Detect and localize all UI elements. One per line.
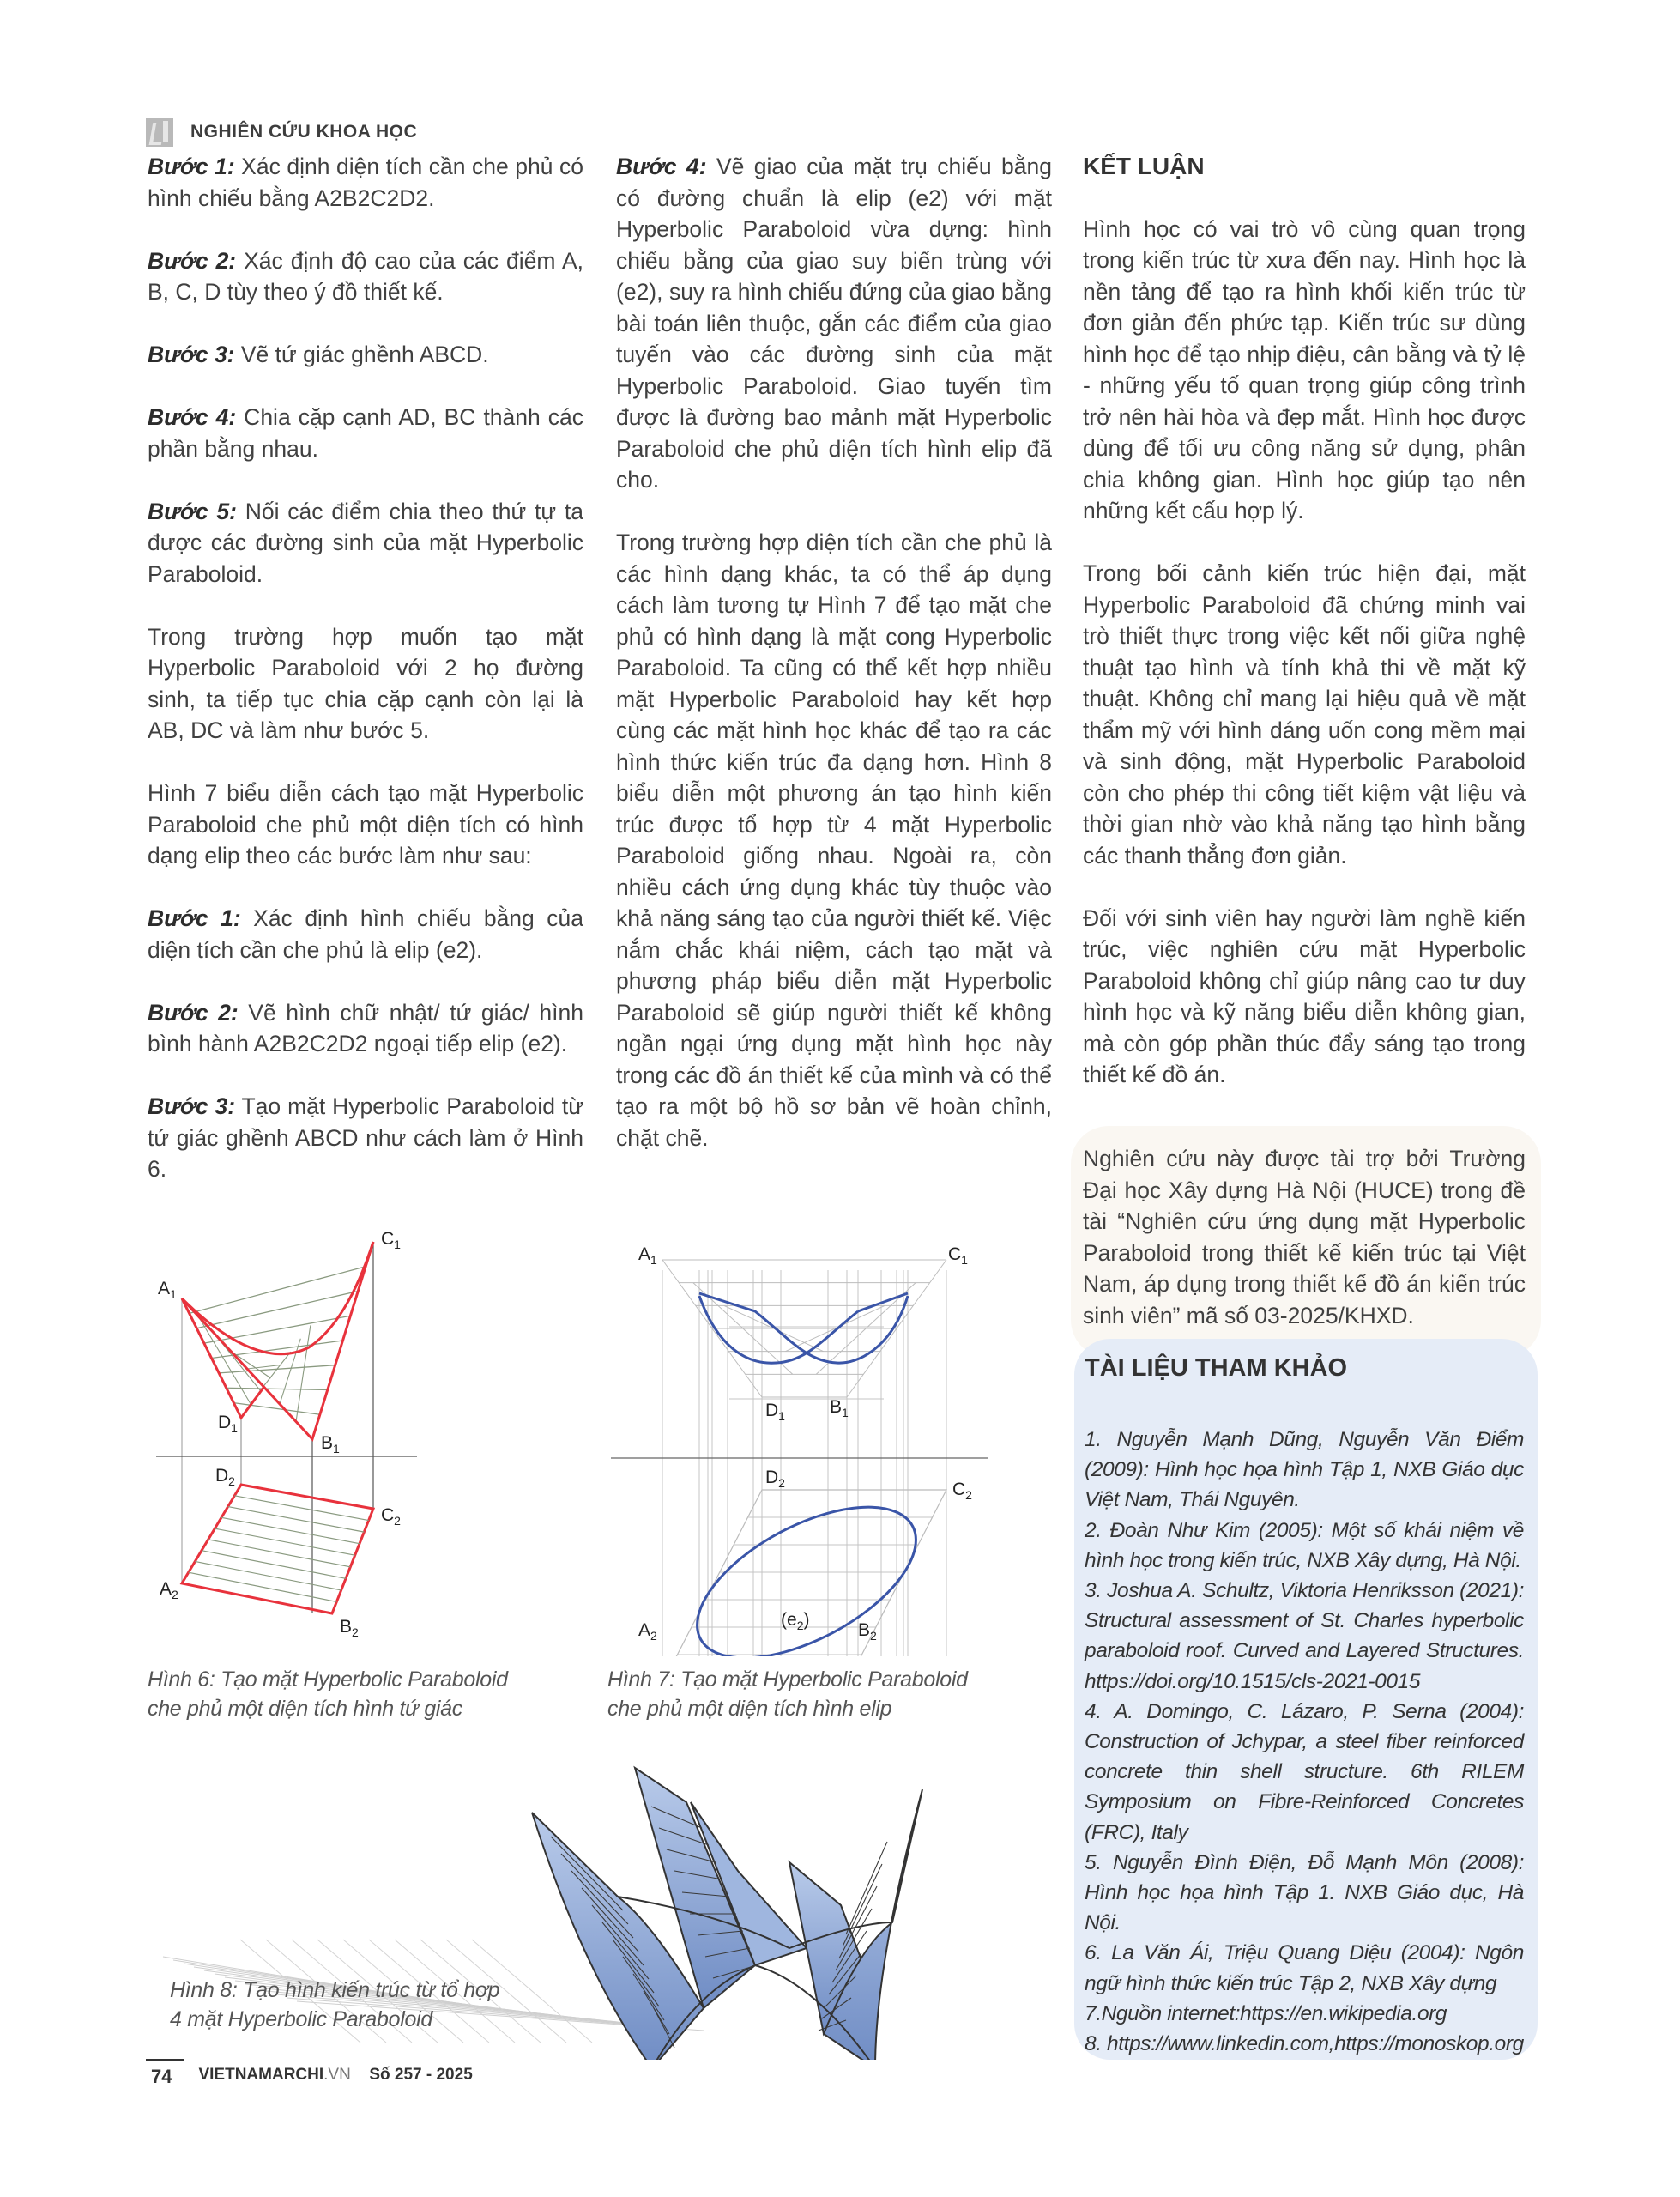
label-B2: $B_2$	[858, 1620, 877, 1643]
construction-line	[202, 1551, 346, 1579]
step-quad-2: Bước 2: Xác định độ cao của các điểm A, B, C, D tùy theo ý đồ thiết kế.	[148, 247, 583, 305]
funding-text: Nghiên cứu này được tài trợ bởi Trường Đại học Xây dựng Hà Nội (HUCE) trong đề tài “Nghiên cứu ứng dụng mặt Hyperbolic Paraboloid trong thiết kế kiến trúc tại Việt Nam, áp dụng trong thiết kế đồ án kiến trúc sinh viên” mã số 03-2025/KHXD.	[1083, 1146, 1526, 1328]
construction-line	[221, 1517, 360, 1543]
label-C2: $C_2$	[381, 1505, 401, 1528]
construction-line	[189, 1572, 337, 1601]
site-name: VIETNAMARCHI	[198, 2066, 324, 2084]
references-list	[1085, 1425, 1524, 2059]
figure-7-diagram	[601, 1210, 1064, 1656]
step-ellipse-2: Bước 2: Vẽ hình chữ nhật/ tứ giác/ hình bình hành A2B2C2D2 ngoại tiếp elip (e2).	[148, 999, 583, 1056]
column-3	[1083, 151, 1526, 1122]
reference-item: 7.Nguồn internet:https://en.wikipedia.org	[1085, 2001, 1447, 2025]
label-D2: $D_2$	[765, 1468, 785, 1490]
fig7-intersection-curve	[858, 1293, 908, 1311]
reference-item: 4. A. Domingo, C. Lázaro, P. Serna (2004): Construction of Jchypar, a steel fiber reinforced concrete thin shell structure. 6th RILEM Symposium on Fibre-Reinforced Concretes (FRC), Italy	[1085, 1699, 1524, 1844]
construction-line	[212, 1341, 343, 1359]
construction-line	[228, 1507, 365, 1533]
paragraph-fig7-intro: Hình 7 biểu diễn cách tạo mặt Hyperbolic Paraboloid che phủ một diện tích có hình dạng elip theo các bước làm như sau:	[148, 780, 583, 869]
reference-item: 2. Đoàn Như Kim (2005): Một số khái niệm về hình học trong kiến trúc, NXB Xây dựng, Hà Nội.	[1085, 1518, 1524, 1572]
step-quad-4: Bước 4: Chia cặp cạnh AD, BC thành các phần bằng nhau.	[148, 404, 584, 462]
construction-line	[296, 1325, 311, 1421]
construction-line	[190, 1267, 366, 1314]
funding-box	[1071, 1126, 1541, 1358]
label-D1: $D_1$	[765, 1401, 785, 1423]
figure-7-bottom-labels	[601, 1613, 1064, 1665]
label-A1: $A_1$	[638, 1244, 657, 1267]
step-quad-1: Bước 1: Xác định diện tích cần che phủ có hình chiếu bằng A2B2C2D2.	[148, 154, 584, 211]
label-D1: $D_1$	[218, 1413, 238, 1435]
construction-line	[843, 1864, 882, 1946]
label-e2: $(e_2)$	[781, 1610, 810, 1632]
step-ellipse-4: Bước 4: Vẽ giao của mặt trụ chiếu bằng có đường chuẩn là elip (e2) với mặt Hyperbolic Paraboloid vừa dựng: hình chiếu bằng của giao suy biến trùng với (e2), suy ra hình chiếu đứng của giao bằng bài toán liên thuộc, gắn các điểm của giao tuyến vào các đường sinh của mặt Hyperbolic Paraboloid. Giao tuyến tìm được là đường bao mảnh mặt Hyperbolic Paraboloid che phủ diện tích hình elip đã cho.	[616, 154, 1053, 493]
page-number: 74	[146, 2059, 184, 2091]
reference-item: 1. Nguyễn Mạnh Dũng, Nguyễn Văn Điểm (2009): Hình học họa hình Tập 1, NXB Giáo dục Việt Nam, Thái Nguyên.	[1085, 1428, 1524, 1512]
construction-line	[195, 1561, 341, 1589]
label-A1: $A_1$	[158, 1279, 177, 1301]
construction-line	[208, 1540, 351, 1567]
reference-item: 8. https://www.linkedin.com,https://monoskop.org	[1085, 2032, 1524, 2056]
footer-separator	[360, 2061, 361, 2089]
paragraph-two-families: Trong trường hợp muốn tạo mặt Hyperbolic Paraboloid với 2 họ đường sinh, ta tiếp tục chia cặp cạnh còn lại là AB, DC và làm như bước 5.	[148, 623, 583, 743]
figure-8-caption-text: Hình 8: Tạo hình kiến trúc từ tổ hợp 4 mặt Hyperbolic Paraboloid	[170, 1978, 500, 2031]
step-quad-5: Bước 5: Nối các điểm chia theo thứ tự ta được các đường sinh của mặt Hyperbolic Paraboloid.	[148, 498, 583, 587]
references-heading: TÀI LIỆU THAM KHẢO	[1085, 1354, 1348, 1382]
construction-line	[234, 1496, 368, 1521]
label-B1: $B_1$	[830, 1397, 849, 1419]
conclusion-paragraph-1: Hình học có vai trò vô cùng quan trọng trong kiến trúc từ xưa đến nay. Hình học là nền tảng để tạo ra hình khối kiến trúc từ đơn giản đến phức tạp. Kiến trúc sư dùng hình học để tạo nhịp điệu, cân bằng và tỷ lệ - những yếu tố quan trọng giúp công trình trở nên hài hòa và đẹp mắt. Hình học được dùng để tối ưu công năng sử dụng, phân chia không gian. Hình học giúp tạo nên những kết cấu hợp lý.	[1083, 215, 1526, 524]
step-quad-3: Bước 3: Vẽ tứ giác ghềnh ABCD.	[148, 342, 489, 367]
label-C1: $C_1$	[381, 1229, 401, 1251]
fig6-edge	[182, 1298, 263, 1418]
label-D2: $D_2$	[215, 1466, 235, 1488]
column-1	[148, 151, 583, 1216]
magazine-logo-icon	[146, 118, 173, 147]
figure-6-caption: Hình 6: Tạo mặt Hyperbolic Paraboloid che phủ một diện tích hình tứ giác	[148, 1667, 508, 1721]
conclusion-heading: KẾT LUẬN	[1083, 153, 1205, 179]
site-tld: .VN	[323, 2066, 351, 2084]
construction-line	[198, 1316, 251, 1405]
page-header	[146, 117, 417, 148]
page-footer	[146, 2058, 473, 2092]
label-B2: $B_2$	[340, 1617, 359, 1639]
conclusion-paragraph-3: Đối với sinh viên hay người làm nghề kiến trúc, việc nghiên cứu mặt Hyperbolic Paraboloid không chỉ giúp nâng cao tư duy hình học và kỹ năng biểu diễn không gian, mà còn góp phần thúc đẩy sáng tạo trong thiết kế đồ án.	[1083, 905, 1526, 1087]
figure-6-diagram	[137, 1210, 601, 1656]
label-A2: $A_2$	[160, 1579, 178, 1601]
label-C2: $C_2$	[952, 1480, 972, 1502]
column-2	[616, 151, 1052, 1185]
references-box	[1074, 1339, 1538, 2060]
fig6-ruling-lines	[190, 1267, 366, 1422]
conclusion-paragraph-2: Trong bối cảnh kiến trúc hiện đại, mặt Hyperbolic Paraboloid đã chứng minh vai trò thiết thực trong việc kết nối giữa nghệ thuật tạo hình và tính khả thi về mặt kỹ thuật. Không chỉ mang lại hiệu quả về mặt thẩm mỹ với hình dáng uốn cong mềm mại và sinh động, mặt Hyperbolic Paraboloid còn cho phép thi công tiết kiệm vật liệu và thời gian nhờ vào khả năng tạo hình bằng các thanh thẳng đơn giản.	[1083, 560, 1526, 869]
issue-number: Số 257 - 2025	[369, 2066, 473, 2084]
reference-item: 3. Joshua A. Schultz, Viktoria Henriksson (2021): Structural assessment of St. Charles hyperbolic paraboloid roof. Curved and Layered Structures. https://doi.org/10.1515/cls-2021-0015	[1085, 1579, 1524, 1693]
step-ellipse-1: Bước 1: Xác định hình chiếu bằng của diện tích cần che phủ là elip (e2).	[148, 905, 584, 963]
label-C1: $C_1$	[948, 1244, 968, 1267]
construction-line	[215, 1528, 354, 1555]
construction-line	[846, 1842, 887, 1934]
fig6-edge	[182, 1242, 373, 1439]
figure-7-caption: Hình 7: Tạo mặt Hyperbolic Paraboloid che phủ một diện tích hình elip	[607, 1667, 968, 1721]
reference-item: 5. Nguyễn Đình Điện, Đỗ Mạnh Môn (2008): Hình học họa hình Tập 1. NXB Giáo dục, Hà Nội.	[1085, 1850, 1524, 1935]
section-title: NGHIÊN CỨU KHOA HỌC	[190, 122, 418, 142]
paragraph-other-shapes: Trong trường hợp diện tích cần che phủ là các hình dạng khác, ta có thể áp dụng cách làm tương tự Hình 7 để tạo mặt che phủ có hình dạng là mặt cong Hyperbolic Paraboloid. Ta cũng có thể kết hợp nhiều mặt Hyperbolic Paraboloid hay kết hợp cùng các mặt hình học khác để tạo ra các hình thức kiến trúc đa dạng hơn. Hình 8 biểu diễn một phương án tạo hình kiến trúc được tổ hợp từ 4 mặt Hyperbolic Paraboloid giống nhau. Ngoài ra, còn nhiều cách ứng dụng khác tùy thuộc vào khả năng sáng tạo của người thiết kế. Việc nắm chắc khái niệm, cách tạo mặt và phương pháp biểu diễn mặt Hyperbolic Paraboloid sẽ giúp người thiết kế không ngần ngại ứng dụng mặt hình học này trong các đồ án thiết kế của mình và có thể tạo ra một bộ hồ sơ bản vẽ hoàn chỉnh, chặt chẽ.	[616, 530, 1052, 1151]
label-B1: $B_1$	[321, 1433, 340, 1456]
reference-item: 6. La Văn Ái, Triệu Quang Diệu (2004): Ngôn ngữ hình thức kiến trúc Tập 2, NXB Xây dựng	[1085, 1941, 1524, 1995]
step-ellipse-3: Bước 3: Tạo mặt Hyperbolic Paraboloid từ tứ giác ghềnh ABCD như cách làm ở Hình 6.	[148, 1093, 583, 1182]
label-A2: $A_2$	[638, 1620, 657, 1643]
